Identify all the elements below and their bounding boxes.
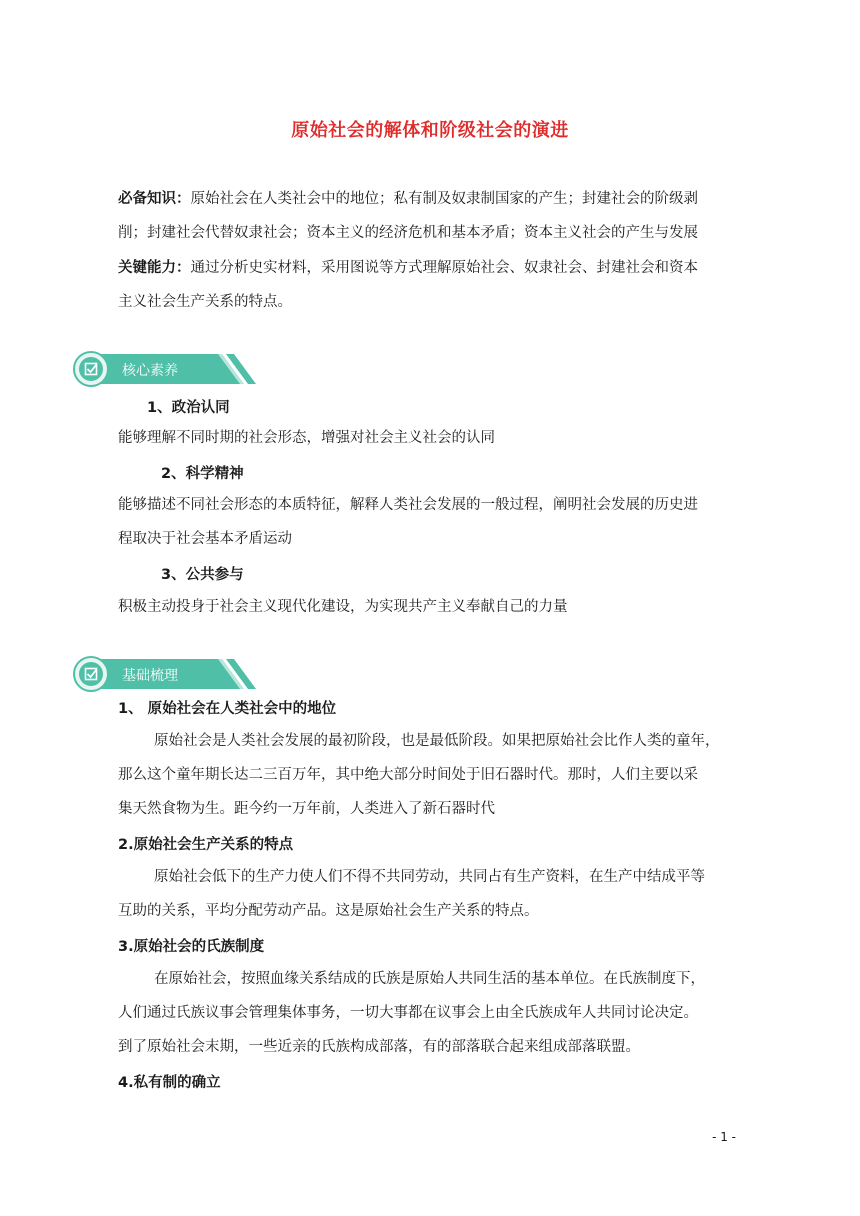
core-heading-2: 2、科学精神 (161, 466, 244, 482)
banner-label: 核心素养 (122, 363, 178, 379)
basics-text-1c: 集天然食物为生。距今约一万年前，人类进入了新石器时代 (118, 801, 495, 817)
ability-text-1: 通过分析史实材料，采用图说等方式理解原始社会、奴隶社会、封建社会和资本 (190, 260, 698, 276)
section-banner-basics (72, 655, 257, 693)
core-text-3: 积极主动投身于社会主义现代化建设，为实现共产主义奉献自己的力量 (118, 599, 568, 615)
page-number: - 1 - (712, 1130, 736, 1144)
page-title: 原始社会的解体和阶级社会的演进 (291, 120, 569, 141)
section-banner-core (72, 350, 257, 388)
core-text-1: 能够理解不同时期的社会形态，增强对社会主义社会的认同 (118, 430, 495, 446)
basics-text-3b: 人们通过氏族议事会管理集体事务，一切大事都在议事会上由全氏族成年人共同讨论决定。 (118, 1005, 698, 1021)
core-heading-3: 3、公共参与 (161, 567, 244, 583)
banner-label: 基础梳理 (122, 668, 178, 684)
core-text-2a: 能够描述不同社会形态的本质特征，解释人类社会发展的一般过程，阐明社会发展的历史进 (118, 497, 698, 513)
core-text-2b: 程取决于社会基本矛盾运动 (118, 531, 292, 547)
basics-text-1a: 原始社会是人类社会发展的最初阶段，也是最低阶段。如果把原始社会比作人类的童年， (154, 733, 720, 749)
basics-text-2b: 互助的关系，平均分配劳动产品。这是原始社会生产关系的特点。 (118, 903, 539, 919)
core-heading-1: 1、政治认同 (147, 400, 230, 416)
basics-text-2a: 原始社会低下的生产力使人们不得不共同劳动，共同占有生产资料，在生产中结成平等 (154, 869, 705, 885)
basics-text-3a: 在原始社会，按照血缘关系结成的氏族是原始人共同生活的基本单位。在氏族制度下， (154, 971, 705, 987)
basics-heading-1: 1、 原始社会在人类社会中的地位 (118, 701, 337, 717)
knowledge-text-2: 削；封建社会代替奴隶社会；资本主义的经济危机和基本矛盾；资本主义社会的产生与发展 (118, 225, 698, 241)
knowledge-text-1: 原始社会在人类社会中的地位；私有制及奴隶制国家的产生；封建社会的阶级剥 (190, 191, 698, 207)
basics-heading-4: 4.私有制的确立 (118, 1075, 221, 1091)
basics-heading-2: 2.原始社会生产关系的特点 (118, 837, 294, 853)
ability-text-2: 主义社会生产关系的特点。 (118, 294, 292, 310)
knowledge-label: 必备知识： (118, 191, 191, 207)
knowledge-paragraph-line-1 (118, 189, 698, 209)
ability-paragraph-line-1 (118, 258, 698, 278)
basics-heading-3: 3.原始社会的氏族制度 (118, 939, 265, 955)
basics-text-3c: 到了原始社会末期，一些近亲的氏族构成部落，有的部落联合起来组成部落联盟。 (118, 1039, 640, 1055)
basics-text-1b: 那么这个童年期长达二三百万年，其中绝大部分时间处于旧石器时代。那时，人们主要以采 (118, 767, 698, 783)
ability-label: 关键能力： (118, 260, 191, 276)
